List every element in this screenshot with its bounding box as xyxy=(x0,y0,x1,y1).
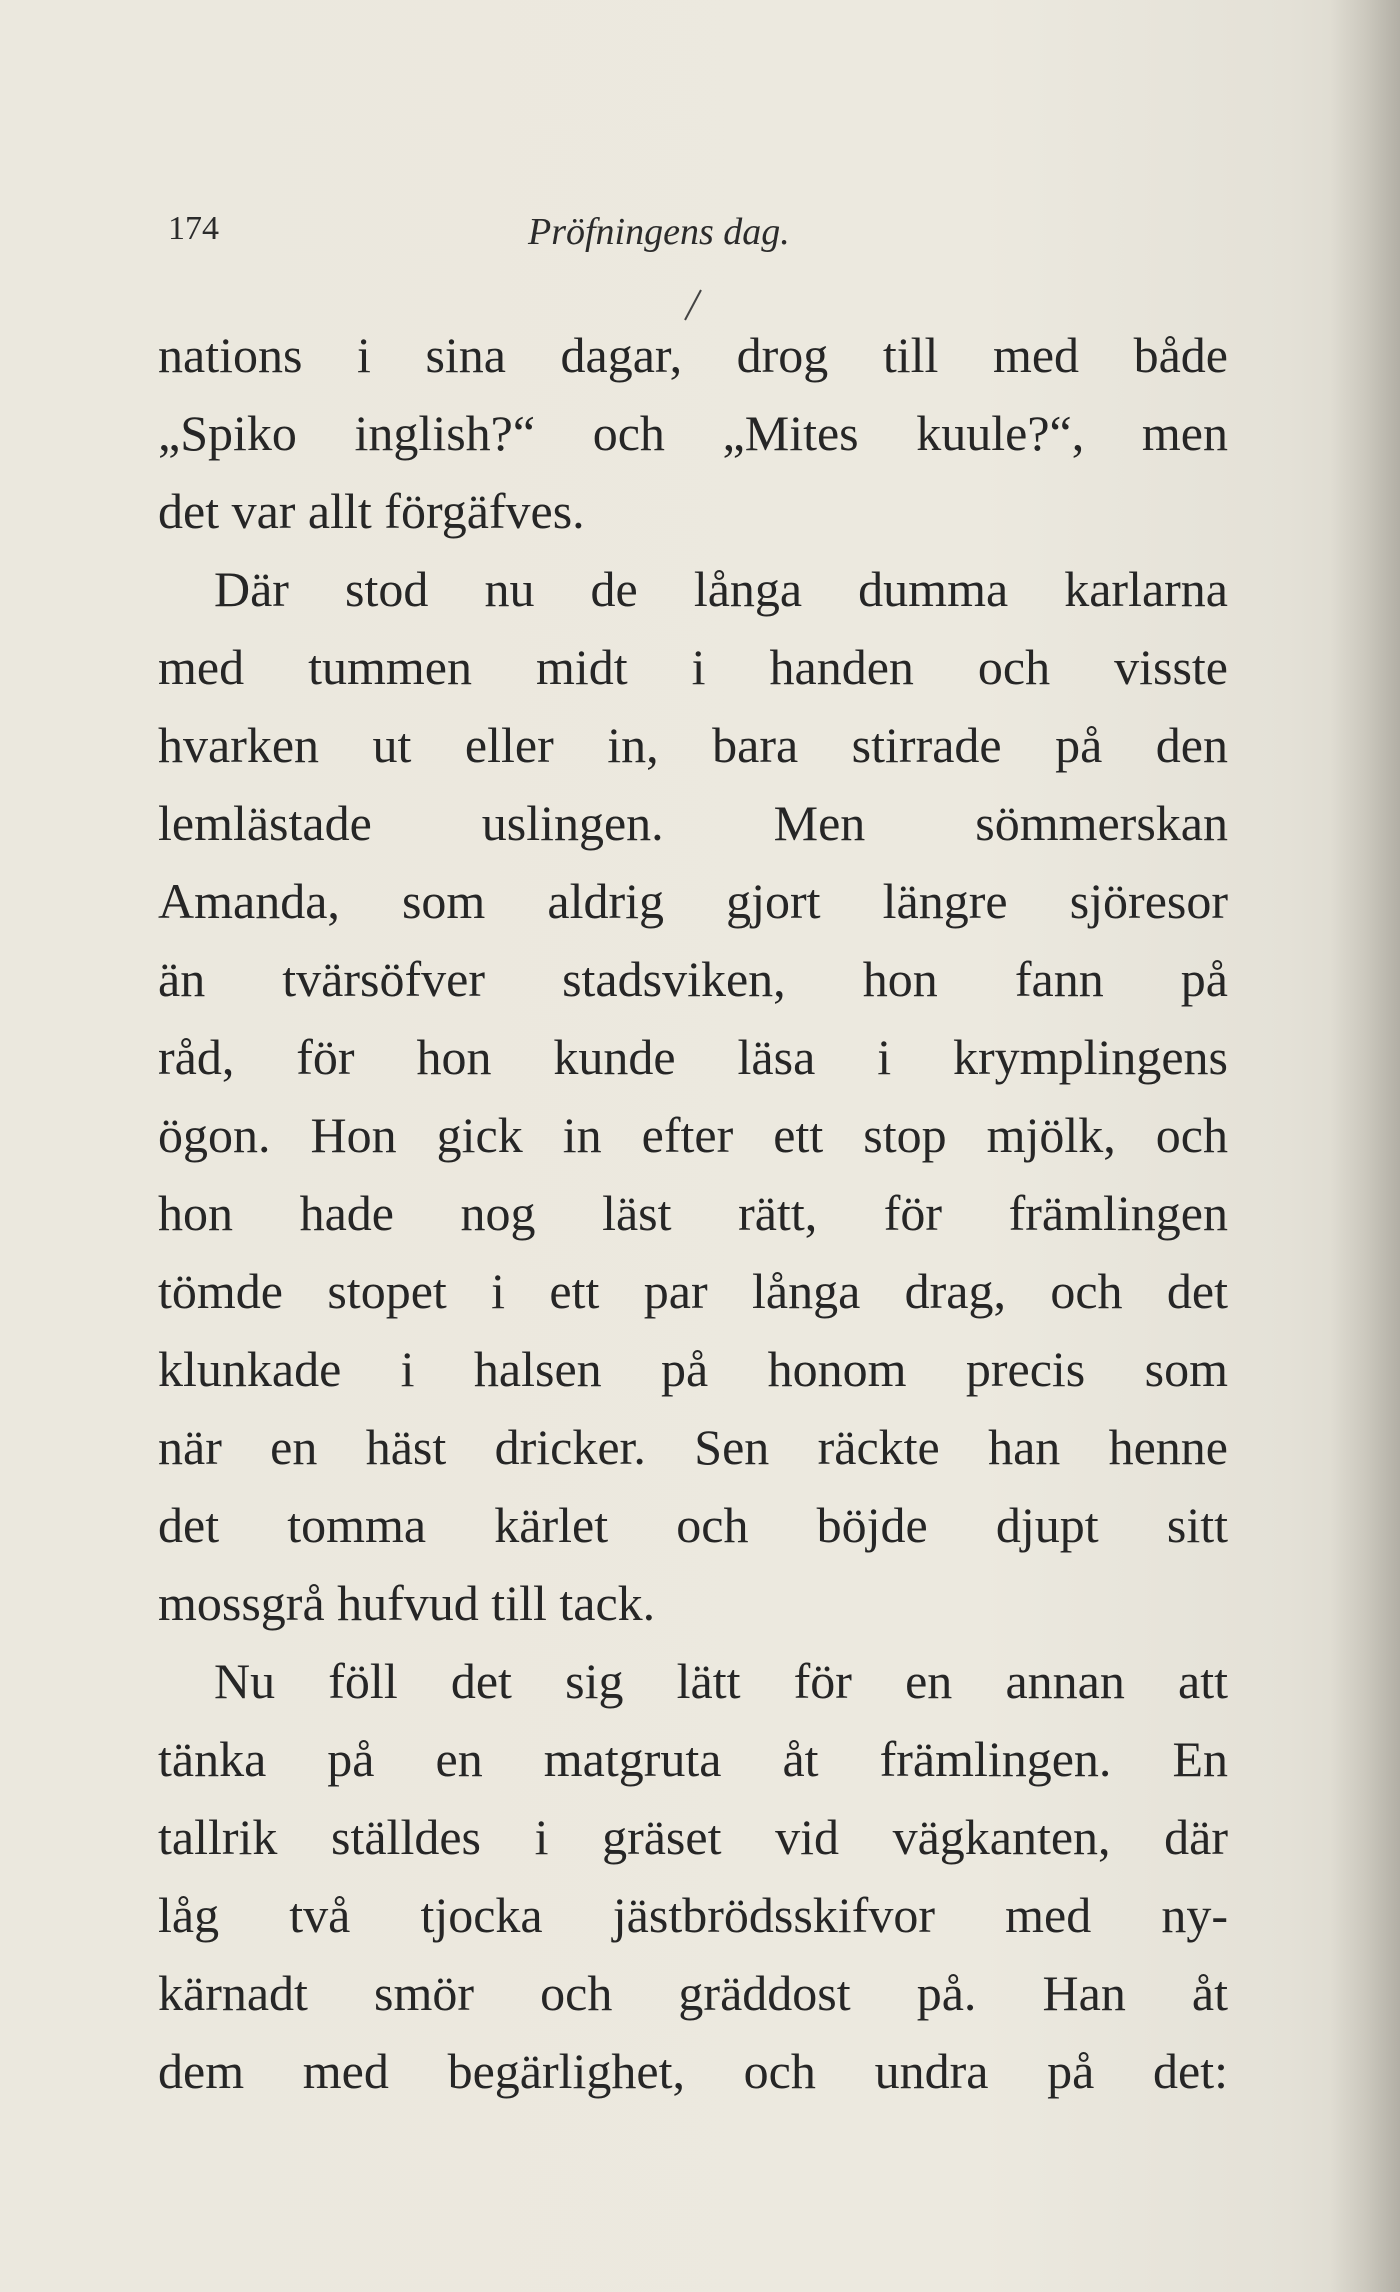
text-line: det tomma kärlet och böjde djupt sitt xyxy=(158,1497,1228,1553)
text-line: låg två tjocka jästbrödsskifvor med ny- xyxy=(158,1887,1228,1943)
page-header xyxy=(168,210,1228,270)
text-line: Amanda, som aldrig gjort längre sjöresor xyxy=(158,873,1228,929)
text-line: klunkade i halsen på honom precis som xyxy=(158,1341,1228,1397)
text-line: Där stod nu de långa dumma karlarna xyxy=(214,561,1228,617)
text-line: det var allt förgäfves. xyxy=(158,483,585,539)
page-number: 174 xyxy=(168,210,219,247)
text-line: än tvärsöfver stadsviken, hon fann på xyxy=(158,951,1228,1007)
text-line: hvarken ut eller in, bara stirrade på den xyxy=(158,717,1228,773)
text-line: råd, för hon kunde läsa i krymplingens xyxy=(158,1029,1228,1085)
body-text xyxy=(158,316,1228,2110)
text-line: lemlästade uslingen. Men sömmerskan xyxy=(158,795,1228,851)
text-line: mossgrå hufvud till tack. xyxy=(158,1575,656,1631)
text-line: dem med begärlighet, och undra på det: xyxy=(158,2043,1228,2099)
text-line: Nu föll det sig lätt för en annan att xyxy=(214,1653,1228,1709)
text-line: nations i sina dagar, drog till med både xyxy=(158,327,1228,383)
text-line: tallrik ställdes i gräset vid vägkanten, där xyxy=(158,1809,1228,1865)
text-line: när en häst dricker. Sen räckte han henne xyxy=(158,1419,1228,1475)
running-title: Pröfningens dag. xyxy=(528,211,790,253)
text-line: tänka på en matgruta åt främlingen. En xyxy=(158,1731,1228,1787)
text-line: hon hade nog läst rätt, för främlingen xyxy=(158,1185,1228,1241)
text-line: ögon. Hon gick in efter ett stop mjölk, och xyxy=(158,1107,1228,1163)
page-gutter-shadow xyxy=(1330,0,1400,2292)
text-line: tömde stopet i ett par långa drag, och det xyxy=(158,1263,1228,1319)
text-line: „Spiko inglish?“ och „Mites kuule?“, men xyxy=(158,405,1228,461)
text-line: kärnadt smör och gräddost på. Han åt xyxy=(158,1965,1228,2021)
text-line: med tummen midt i handen och visste xyxy=(158,639,1228,695)
